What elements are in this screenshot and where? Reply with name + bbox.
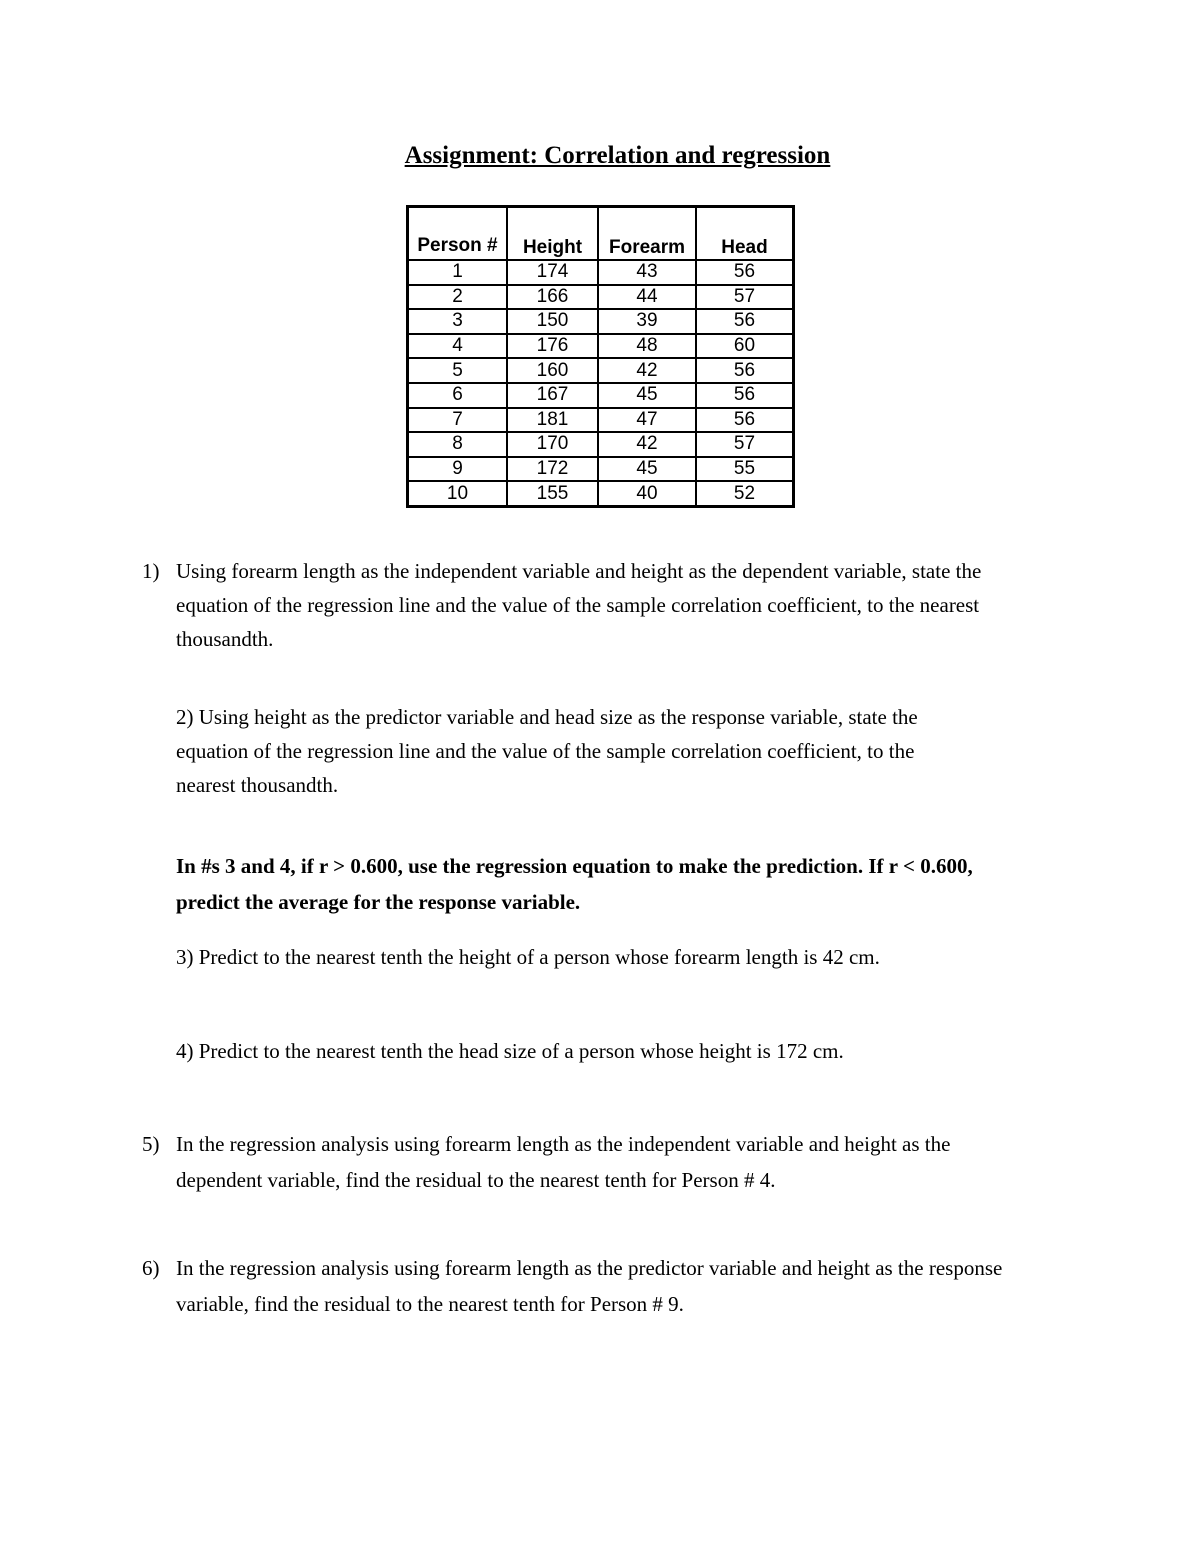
table-cell-head: 56: [696, 309, 794, 334]
table-header-row: [408, 207, 794, 261]
table-cell-head: 60: [696, 334, 794, 359]
table-row: [408, 432, 794, 457]
table-cell-person: 4: [408, 334, 508, 359]
table-cell-forearm: 42: [598, 358, 696, 383]
table-cell-person: 8: [408, 432, 508, 457]
table-cell-head: 56: [696, 383, 794, 408]
table-cell-height: 176: [507, 334, 598, 359]
question-6: [142, 1250, 1006, 1322]
column-header-person: Person #: [408, 207, 508, 261]
table-row: [408, 285, 794, 310]
column-header-forearm: Forearm: [598, 207, 696, 261]
data-table: [406, 205, 795, 508]
page-title: Assignment: Correlation and regression: [404, 142, 831, 169]
table-cell-person: 6: [408, 383, 508, 408]
table-cell-head: 52: [696, 481, 794, 506]
table-cell-forearm: 45: [598, 383, 696, 408]
question-2-text: 2) Using height as the predictor variable and head size as the response variable, state the equation of the regression line and the value of the sample correlation coefficient, to the nearest thousandth.: [176, 705, 918, 797]
question-4: [176, 1034, 1076, 1068]
question-3-text: 3) Predict to the nearest tenth the height of a person whose forearm length is 42 cm.: [176, 945, 880, 969]
question-5-text: In the regression analysis using forearm length as the independent variable and height as the dependent variable, find the residual to the nearest tenth for Person # 4.: [176, 1132, 951, 1192]
table-cell-head: 56: [696, 358, 794, 383]
table-row: [408, 358, 794, 383]
table-cell-height: 174: [507, 260, 598, 285]
table-cell-height: 150: [507, 309, 598, 334]
table-cell-forearm: 47: [598, 408, 696, 433]
table-cell-person: 5: [408, 358, 508, 383]
table-cell-person: 3: [408, 309, 508, 334]
table-cell-person: 1: [408, 260, 508, 285]
table-cell-height: 170: [507, 432, 598, 457]
question-3: [176, 940, 1076, 974]
column-header-head: Head: [696, 207, 794, 261]
table-cell-height: 172: [507, 457, 598, 482]
table-row: [408, 408, 794, 433]
table-cell-head: 55: [696, 457, 794, 482]
table-cell-head: 56: [696, 408, 794, 433]
question-6-text: In the regression analysis using forearm length as the predictor variable and height as the response variable, find the residual to the nearest tenth for Person # 9.: [176, 1256, 1003, 1316]
question-1-number: 1): [142, 559, 160, 583]
table-cell-forearm: 44: [598, 285, 696, 310]
instruction-text-content: In #s 3 and 4, if r > 0.600, use the regression equation to make the prediction. If r < 0.600, predict the average for the response variable.: [176, 854, 973, 914]
question-2: [176, 700, 946, 802]
table-cell-person: 10: [408, 481, 508, 506]
table-row: [408, 383, 794, 408]
table-row: [408, 260, 794, 285]
table-row: [408, 309, 794, 334]
question-5-number: 5): [142, 1132, 160, 1156]
table-row: [408, 334, 794, 359]
table-cell-height: 160: [507, 358, 598, 383]
table-cell-height: 155: [507, 481, 598, 506]
table-cell-forearm: 45: [598, 457, 696, 482]
table-cell-forearm: 43: [598, 260, 696, 285]
table-row: [408, 457, 794, 482]
table-cell-height: 167: [507, 383, 598, 408]
table-cell-head: 57: [696, 432, 794, 457]
table-cell-forearm: 39: [598, 309, 696, 334]
question-6-number: 6): [142, 1256, 160, 1280]
table-cell-height: 181: [507, 408, 598, 433]
instruction-text: [176, 848, 1036, 920]
table-cell-forearm: 42: [598, 432, 696, 457]
table-cell-head: 56: [696, 260, 794, 285]
question-1: [142, 554, 1026, 656]
table-body: [408, 260, 794, 506]
table-row: [408, 481, 794, 506]
question-4-text: 4) Predict to the nearest tenth the head size of a person whose height is 172 cm.: [176, 1039, 844, 1063]
table-cell-person: 9: [408, 457, 508, 482]
column-header-height: Height: [507, 207, 598, 261]
question-1-text: Using forearm length as the independent variable and height as the dependent variable, state the equation of the regression line and the value of the sample correlation coefficient, to the nearest thousandth.: [176, 559, 982, 651]
table-cell-head: 57: [696, 285, 794, 310]
table-cell-height: 166: [507, 285, 598, 310]
table-cell-forearm: 48: [598, 334, 696, 359]
question-5: [142, 1126, 1036, 1198]
table-cell-person: 7: [408, 408, 508, 433]
table-cell-person: 2: [408, 285, 508, 310]
table-cell-forearm: 40: [598, 481, 696, 506]
